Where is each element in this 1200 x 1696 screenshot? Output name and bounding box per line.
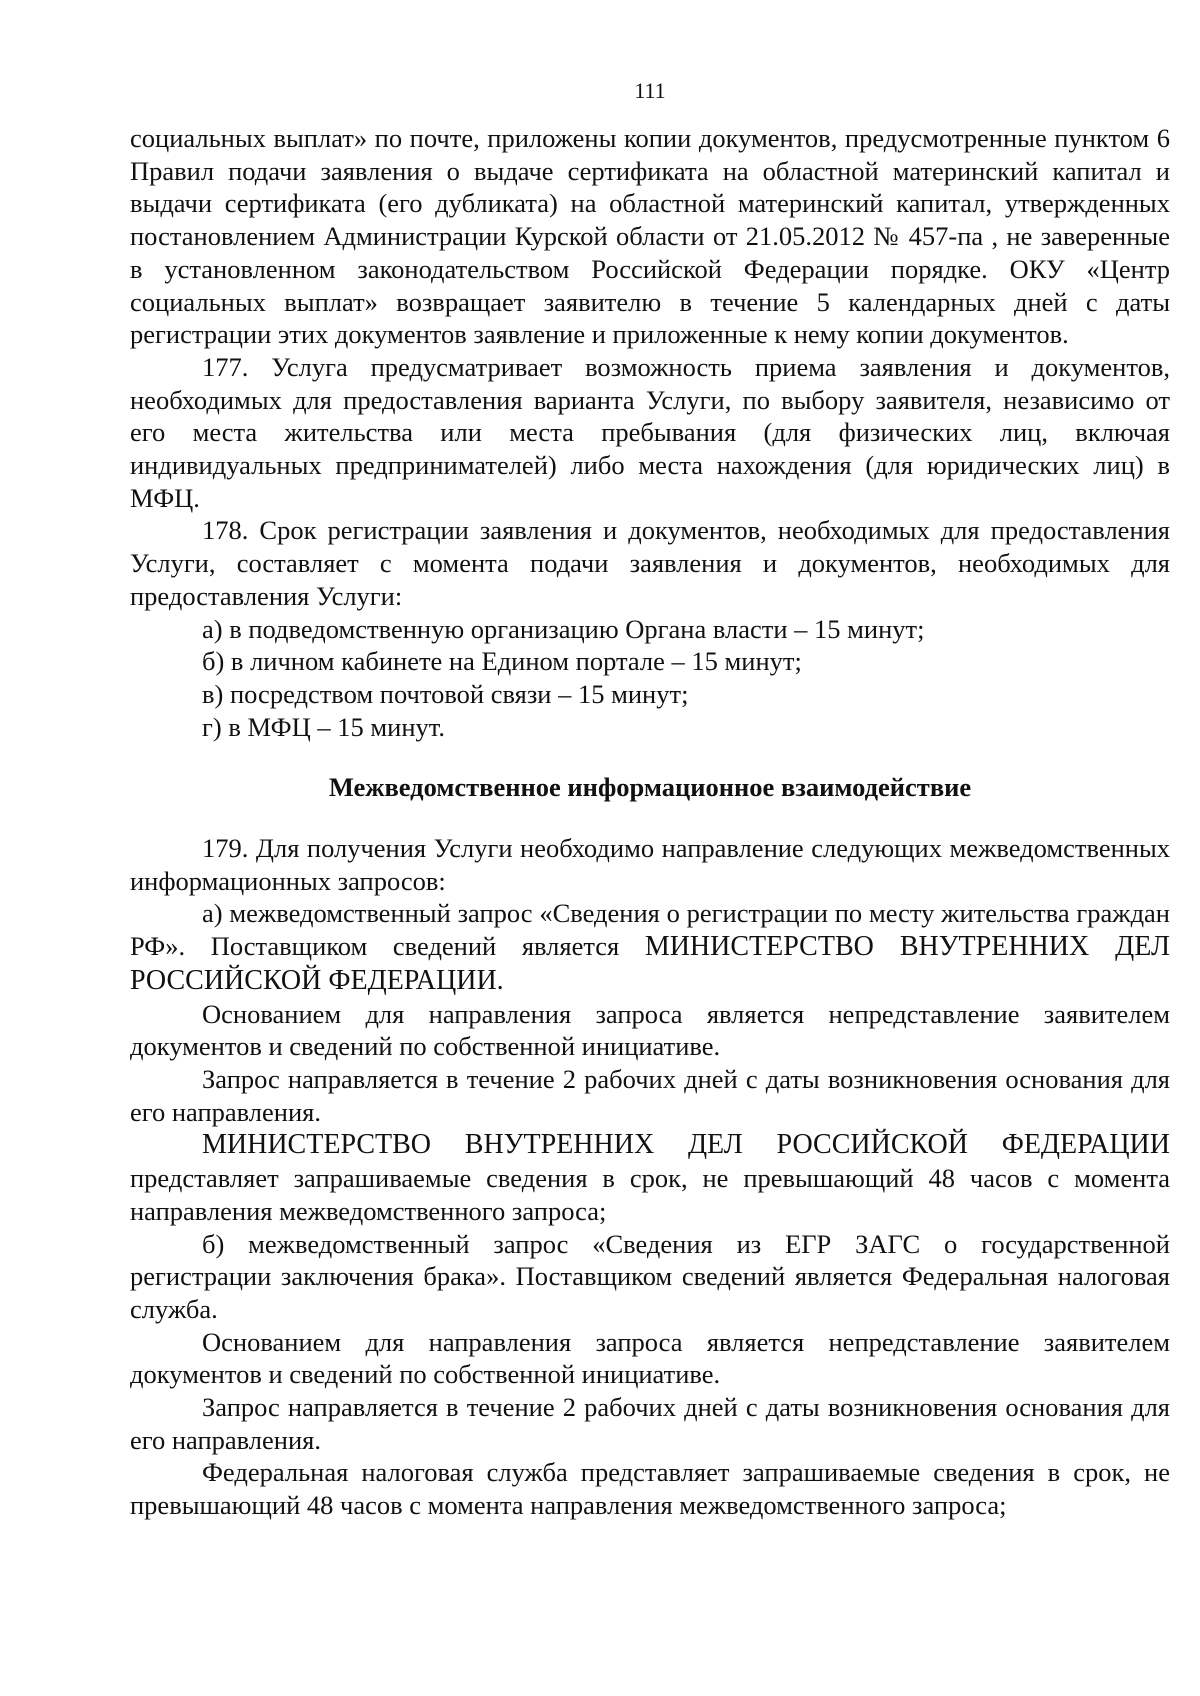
document-page bbox=[130, 0, 1170, 1696]
paragraph-179-b-response: Федеральная налоговая служба представляет запрашиваемые сведения в срок, не превышающий 48 часов с момента направления межведомственного запроса; bbox=[130, 1457, 1170, 1521]
response-a-text: представляет запрашиваемые сведения в срок, не превышающий 48 часов с момента направления межведомственного запроса; bbox=[130, 1163, 1170, 1226]
paragraph-continuation: социальных выплат» по почте, приложены копии документов, предусмотренные пунктом 6 Правил подачи заявления о выдаче сертификата на областной материнский капитал и выдачи сертификата (его дубликата) на областной материнский капитал, утвержденных постановлением Администрации Курской области от 21.05.2012 № 457-па , не заверенные в установленном законодательством Российской Федерации порядке. ОКУ «Центр социальных выплат» возвращает заявителю в течение 5 календарных дней с даты регистрации этих документов заявление и приложенные к нему копии документов. bbox=[130, 123, 1170, 350]
list-item-178-c: в) посредством почтовой связи – 15 минут; bbox=[202, 678, 689, 709]
list-item-178-d: г) в МФЦ – 15 минут. bbox=[202, 711, 445, 742]
paragraph-179-a-timing: Запрос направляется в течение 2 рабочих дней с даты возникновения основания для его направления. bbox=[130, 1063, 1170, 1127]
paragraph-177: 177. Услуга предусматривает возможность приема заявления и документов, необходимых для предоставления варианта Услуги, по выбору заявителя, независимо от его места жительства или места пребывания (для физических лиц, включая индивидуальных предпринимателей) либо места нахождения (для юридических лиц) в МФЦ. bbox=[130, 351, 1170, 513]
paragraph-179-a-response bbox=[130, 1128, 1170, 1227]
paragraph-179: 179. Для получения Услуги необходимо направление следующих межведомственных информационных запросов: bbox=[130, 833, 1170, 896]
list-item-178-a: а) в подведомственную организацию Органа власти – 15 минут; bbox=[202, 613, 925, 644]
paragraph-179-b: б) межведомственный запрос «Сведения из ЕГР ЗАГС о государственной регистрации заключения брака». Поставщиком сведений является Федеральная налоговая служба. bbox=[130, 1228, 1170, 1324]
document-body bbox=[130, 122, 1170, 1522]
request-a-provider: МИНИСТЕРСТВО ВНУТРЕННИХ ДЕЛ РОССИЙСКОЙ ФЕДЕРАЦИИ. bbox=[130, 931, 1170, 996]
response-a-provider: МИНИСТЕРСТВО ВНУТРЕННИХ ДЕЛ РОССИЙСКОЙ ФЕДЕРАЦИИ bbox=[202, 1129, 1170, 1161]
paragraph-179-b-basis: Основанием для направления запроса является непредставление заявителем документов и сведений по собственной инициативе. bbox=[130, 1326, 1170, 1390]
list-item-178-b: б) в личном кабинете на Едином портале – 15 минут; bbox=[202, 646, 802, 677]
paragraph-179-b-timing: Запрос направляется в течение 2 рабочих дней с даты возникновения основания для его направления. bbox=[130, 1392, 1170, 1455]
request-a-text: а) межведомственный запрос «Сведения о регистрации по месту жительства граждан РФ». Поставщиком сведений является bbox=[130, 898, 1170, 962]
paragraph-178: 178. Срок регистрации заявления и документов, необходимых для предоставления Услуги, составляет с момента подачи заявления и документов, необходимых для предоставления Услуги: bbox=[130, 515, 1170, 611]
paragraph-179-a bbox=[130, 897, 1170, 997]
paragraph-179-a-basis: Основанием для направления запроса является непредставление заявителем документов и сведений по собственной инициативе. bbox=[130, 998, 1170, 1062]
section-heading: Межведомственное информационное взаимодействие bbox=[328, 772, 972, 803]
page-number: 111 bbox=[634, 78, 666, 103]
